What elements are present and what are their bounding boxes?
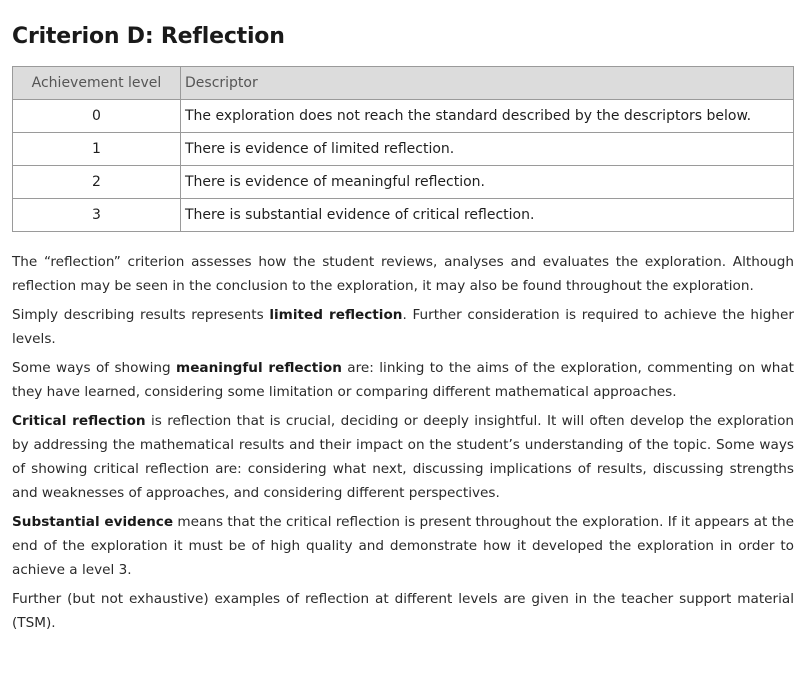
page-title: Criterion D: Reflection [12,24,285,49]
paragraph-text: Simply describing results represents [12,307,270,323]
paragraph-critical-reflection [12,409,794,505]
paragraph-substantial-evidence [12,510,794,582]
header-achievement-level: Achievement level [13,67,181,100]
level-cell: 3 [13,199,181,232]
level-cell: 2 [13,166,181,199]
paragraph-limited-reflection [12,303,794,351]
paragraph-text: . Further consideration is required to achieve the higher levels. [12,307,794,347]
level-cell: 1 [13,133,181,166]
table-row [13,166,794,199]
criterion-explanation [12,250,794,635]
term-meaningful-reflection: meaningful reflection [176,360,342,376]
header-descriptor: Descriptor [181,67,794,100]
descriptor-cell: The exploration does not reach the standard described by the descriptors below. [181,100,794,133]
term-limited-reflection: limited reflection [269,307,403,323]
paragraph-text: is reflection that is crucial, deciding or deeply insightful. It will often develop the exploration by addressing the mathematical results and their impact on the student’s understanding of the topic. Some ways of showing critical reflection are: considering what next, discussing implications of results, discussing strengths and weaknesses of approaches, and considering different perspectives. [12,413,794,501]
table-header-row [13,67,794,100]
level-cell: 0 [13,100,181,133]
paragraph-text: means that the critical reflection is present throughout the exploration. If it appears at the end of the exploration it must be of high quality and demonstrate how it developed the exploration in order to achieve a level 3. [12,514,794,578]
term-substantial-evidence: Substantial evidence [12,514,174,530]
descriptor-cell: There is substantial evidence of critical reflection. [181,199,794,232]
achievement-table [12,66,794,232]
descriptor-cell: There is evidence of limited reflection. [181,133,794,166]
table-row [13,133,794,166]
descriptor-cell: There is evidence of meaningful reflection. [181,166,794,199]
paragraph-text: are: linking to the aims of the exploration, commenting on what they have learned, considering some limitation or comparing different mathematical approaches. [12,360,794,400]
paragraph-text: Some ways of showing [12,360,177,376]
document-page [12,22,794,640]
table-row [13,199,794,232]
term-critical-reflection: Critical reflection [12,413,146,429]
paragraph-reflection-criterion: The “reflection” criterion assesses how the student reviews, analyses and evaluates the exploration. Although reflection may be seen in the conclusion to the exploration, it may also be found throughout the exploration. [12,254,794,294]
table-row [13,100,794,133]
paragraph-meaningful-reflection [12,356,794,404]
paragraph-further-examples: Further (but not exhaustive) examples of reflection at different levels are given in the teacher support material (TSM). [12,591,794,631]
